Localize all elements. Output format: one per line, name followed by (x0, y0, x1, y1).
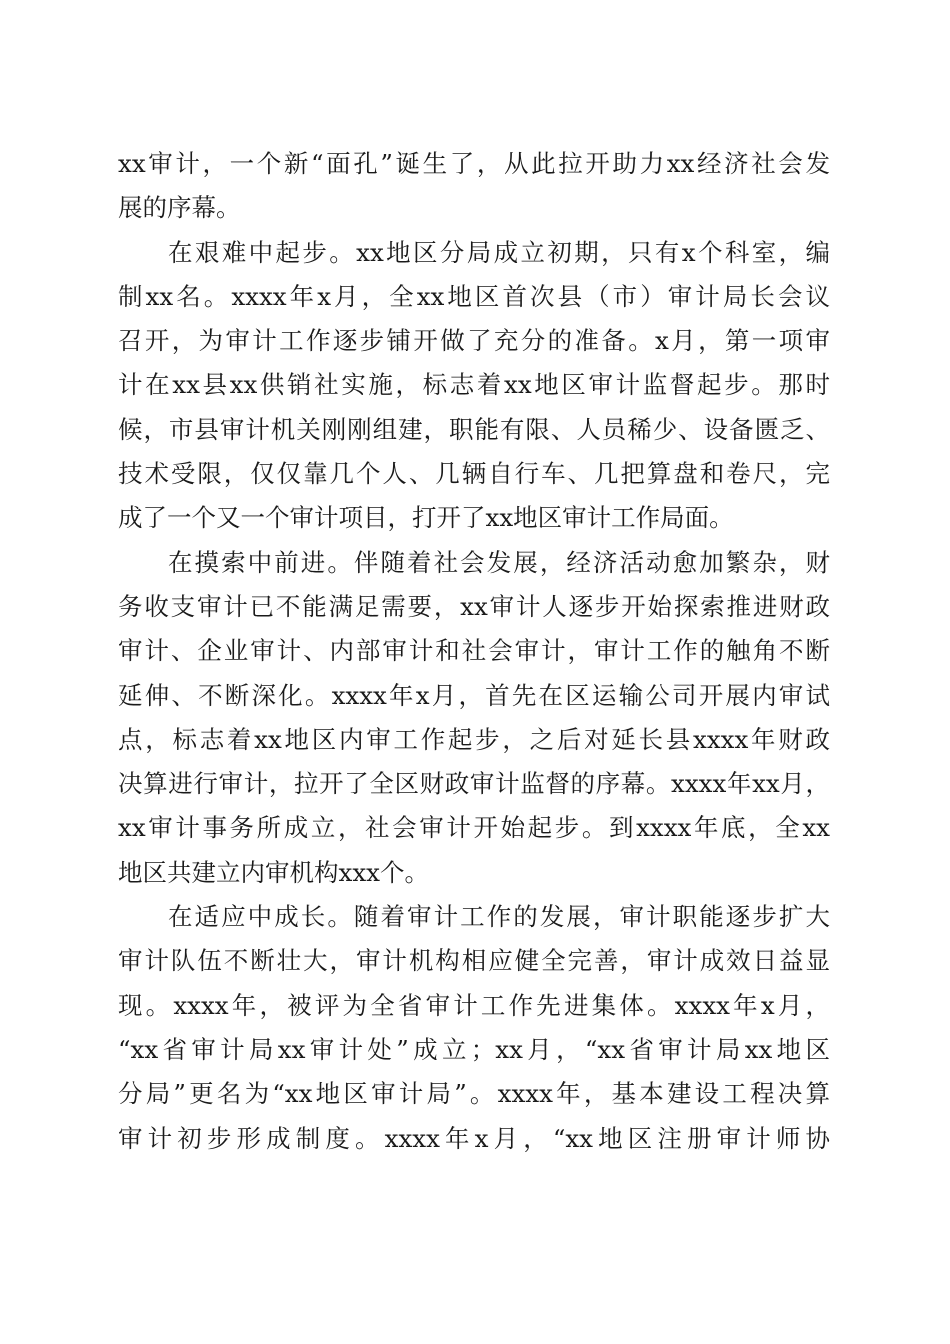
text-line: 在适应中成长。随着审计工作的发展，审计职能逐步扩大 (168, 902, 830, 932)
paragraph (118, 231, 830, 541)
text-line: 决算进行审计，拉开了全区财政审计监督的序幕。xxxx年xx月， (118, 769, 830, 799)
text-line: xx审计事务所成立，社会审计开始起步。到xxxx年底，全xx (118, 813, 830, 843)
text-line: 在摸索中前进。伴随着社会发展，经济活动愈加繁杂，财 (168, 547, 830, 577)
text-line: 展的序幕。 (118, 193, 241, 223)
paragraph (118, 142, 830, 231)
paragraph (118, 541, 830, 895)
text-line: “xx省审计局xx审计处”成立；xx月，“xx省审计局xx地区 (118, 1034, 830, 1064)
paragraph (118, 895, 830, 1161)
text-line: 地区共建立内审机构xxx个。 (118, 857, 429, 887)
text-line: 审计、企业审计、内部审计和社会审计，审计工作的触角不断 (118, 636, 830, 666)
text-line: 延伸、不断深化。xxxx年x月，首先在区运输公司开展内审试 (118, 680, 830, 710)
text-line: 分局”更名为“xx地区审计局”。xxxx年，基本建设工程决算 (118, 1079, 830, 1109)
text-line: 点，标志着xx地区内审工作起步，之后对延长县xxxx年财政 (118, 724, 830, 754)
text-line: 候，市县审计机关刚刚组建，职能有限、人员稀少、设备匮乏、 (118, 414, 830, 444)
text-line: 计在xx县xx供销社实施，标志着xx地区审计监督起步。那时 (118, 370, 830, 400)
text-line: xx审计，一个新“面孔”诞生了，从此拉开助力xx经济社会发 (118, 149, 830, 178)
text-line: 审计队伍不断壮大，审计机构相应健全完善，审计成效日益显 (118, 946, 830, 976)
document-body (118, 142, 830, 1161)
text-line: 审计初步形成制度。xxxx年x月，“xx地区注册审计师协 (118, 1123, 830, 1153)
text-line: 制xx名。xxxx年x月，全xx地区首次县（市）审计局长会议 (118, 281, 830, 311)
text-line: 在艰难中起步。xx地区分局成立初期，只有x个科室，编 (168, 237, 830, 267)
text-line: 成了一个又一个审计项目，打开了xx地区审计工作局面。 (118, 503, 734, 533)
text-line: 务收支审计已不能满足需要，xx审计人逐步开始探索推进财政 (118, 591, 830, 621)
text-line: 召开，为审计工作逐步铺开做了充分的准备。x月，第一项审 (118, 326, 830, 356)
text-line: 现。xxxx年，被评为全省审计工作先进集体。xxxx年x月， (118, 990, 830, 1020)
text-line: 技术受限，仅仅靠几个人、几辆自行车、几把算盘和卷尺，完 (118, 459, 830, 489)
